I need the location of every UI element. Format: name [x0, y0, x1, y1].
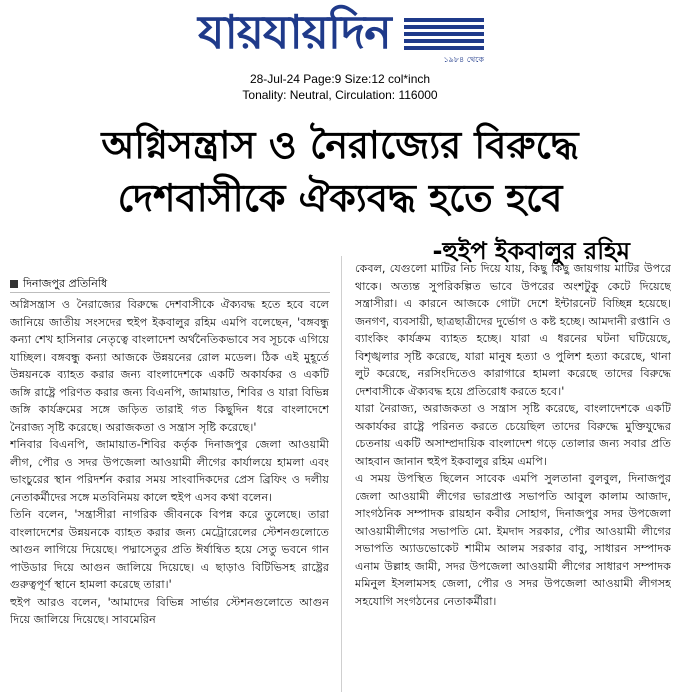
paragraph: তিনি বলেন, 'সন্ত্রাসীরা নাগরিক জীবনকে বিপন্ন করে তুলেছে। তারা বাংলাদেশের উন্নয়নকে ব্যাহত করার জন্য মেট্রোরেলের স্টেশনগুলোতে আগুন লাগিয়ে দিয়েছে। পদ্মাসেতুর প্রতি ঈর্ষান্বিত হয়ে সেতু ভবনে গান পাউডার দিয়ে আগুন জালিয়ে দিয়েছে। এ ছাড়াও বিটিভিসহ রাষ্ট্রের গুরুত্বপূর্ণ স্থানে হামলা করেছে তারা।'	[10, 508, 329, 591]
headline-byline: -হুইপ ইকবালুর রহিম	[432, 237, 630, 265]
paragraph: যারা নৈরাজ্য, অরাজকতা ও সন্ত্রাস সৃষ্টি করেছে, বাংলাদেশকে একটি অকার্যকর রাষ্ট্রে পরিনত করতে চেয়েছিল তাদের বিরুদ্ধে মুক্তিযুদ্ধের চেতনায় একটি অসাম্প্রদায়িক বাংলাদেশ গড়ে তোলার জন্য সবার প্রতি আহবান জানান হুইপ ইকবালুর রহিম এমপি।	[355, 402, 671, 468]
clipping-meta-line-2: Tonality: Neutral, Circulation: 116000	[242, 88, 438, 102]
masthead	[0, 0, 680, 102]
paragraph: হুইপ আরও বলেন, 'আমাদের বিভিন্ন সার্ভার স্টেশনগুলোতে আগুন দিয়ে জালিয়ে দিয়েছে। সাবমেরিন	[10, 595, 329, 626]
logo-wordmark: যায়যায়দিন	[198, 5, 391, 59]
article-column-right	[355, 260, 671, 692]
headline-line-2: দেশবাসীকে ঐক্যবদ্ধ হতে হবে	[117, 176, 563, 220]
clipping-meta-line-1: 28-Jul-24 Page:9 Size:12 col*inch	[249, 72, 431, 86]
logo-stripes-icon	[404, 18, 484, 58]
dateline-text: দিনাজপুর প্রতিনিধি	[23, 277, 108, 290]
headline-line-1: অগ্নিসন্ত্রাস ও নৈরাজ্যের বিরুদ্ধে	[101, 123, 579, 167]
paragraph: কেবল, যেগুলো মাটির নিচ দিয়ে যায়, কিছু কিছু জায়গায় মাটির উপরে থাকে। অত্যন্ত সুপরিকল্পিত ভাবে উপরের অংশটুকু কেটে দিয়েছে সন্ত্রাসীরা। এ কারনে আজকে গোটা দেশে ইন্টারনেট বিচ্ছিন্ন হয়েছে। জনগণ, ব্যবসায়ী, ছাত্রছাত্রীদের দুর্ভোগ ও কষ্ট হচ্ছে। আমদানী রপ্তানি ও ব্যাংকিং কার্যক্রম ব্যাহত হচ্ছে। যারা এ ধরনের ঘটনা ঘটিয়েছে, বিশৃঙ্খলার সৃষ্টি করেছে, যারা মানুষ হত্যা ও পুলিশ হত্যা করেছে, থানা লুট করেছে, নরসিংদিতেও কারাগারে হামলা করেছে তাদের বিরুদ্ধে দেশবাসীকে ঐক্যবদ্ধ হয়ে প্রতিরোধ করতে হবে।'	[355, 262, 671, 398]
paragraph: অগ্নিসন্ত্রাস ও নৈরাজ্যের বিরুদ্ধে দেশবাসীকে ঐক্যবদ্ধ হতে হবে বলে জানিয়ে জাতীয় সংসদের হুইপ ইকবালুর রহিম এমপি বলেছেন, 'বঙ্গবন্ধু কন্যা শেখ হাসিনার নেতৃত্বে বাংলাদেশ অর্থনৈতিকভাবে সব সূচকে এগিয়ে যাচ্ছিল। বঙ্গবন্ধু কন্যা আজকে উন্নয়নের রোল মডেল। ঠিক এই মুহূর্তে উন্নয়নকে ব্যাহত করার জন্য বাংলাদেশকে একটি অকার্যকর ও একটি জঙ্গি রাষ্ট্রে পরিণত করার জন্য বিএনপি, জামায়াত, শিবির ও যারা বিভিন্ন জঙ্গি কার্যক্রমের সঙ্গে জড়িত তারাই গত কিছুদিন ধরে বাংলাদেশে নৈরাজ্য সৃষ্টি করেছে। অরাজকতা ও সন্ত্রাস সৃষ্টি করেছে।'	[10, 298, 329, 434]
column-divider	[341, 256, 342, 692]
divider	[10, 292, 330, 293]
newspaper-logo	[198, 4, 488, 68]
paragraph: এ সময় উপস্থিত ছিলেন সাবেক এমপি সুলতানা বুলবুল, দিনাজপুর জেলা আওয়ামী লীগের ভারপ্রাপ্ত সভাপতি আবুল কালাম আজাদ, সাংগঠনিক সম্পাদক রায়হান কবীর সোহাগ, দিনাজপুর সদর উপজেলা আওয়ামীলীগের সভাপতি মো. ইমদাদ সরকার, পৌর আওয়ামী লীগের সভাপতি অ্যাডভোকেট শামীম আলম সরকার বাবু, সাধারন সম্পাদক এনাম উল্লাহ জামী, সদর উপজেলা আওয়ামী লীগের সাধারণ সম্পাদক মমিনুল ইসলামসহ জেলা, পৌর ও সদর উপজেলা আওয়ামী লীগসহ সহযোগি সংগঠনের নেতাকর্মীরা।	[355, 472, 671, 608]
article-column-left	[10, 296, 329, 694]
logo-since-label: ১৯৮৪ থেকে	[443, 55, 484, 64]
dateline	[10, 276, 107, 292]
paragraph: শনিবার বিএনপি, জামায়াত-শিবির কর্তৃক দিনাজপুর জেলা আওয়ামী লীগ, পৌর ও সদর উপজেলা আওয়ামী লীগের কার্যালয়ে হামলা এবং ভাংচুরের স্থান পরিদর্শন করার সময় সাংবাদিকদের প্রেস ব্রিফিং ও দলীয় নেতাকর্মীদের সঙ্গে মতবিনিময় কালে হুইপ এসব কথা বলেন।	[10, 438, 329, 504]
bullet-square-icon	[10, 280, 18, 288]
